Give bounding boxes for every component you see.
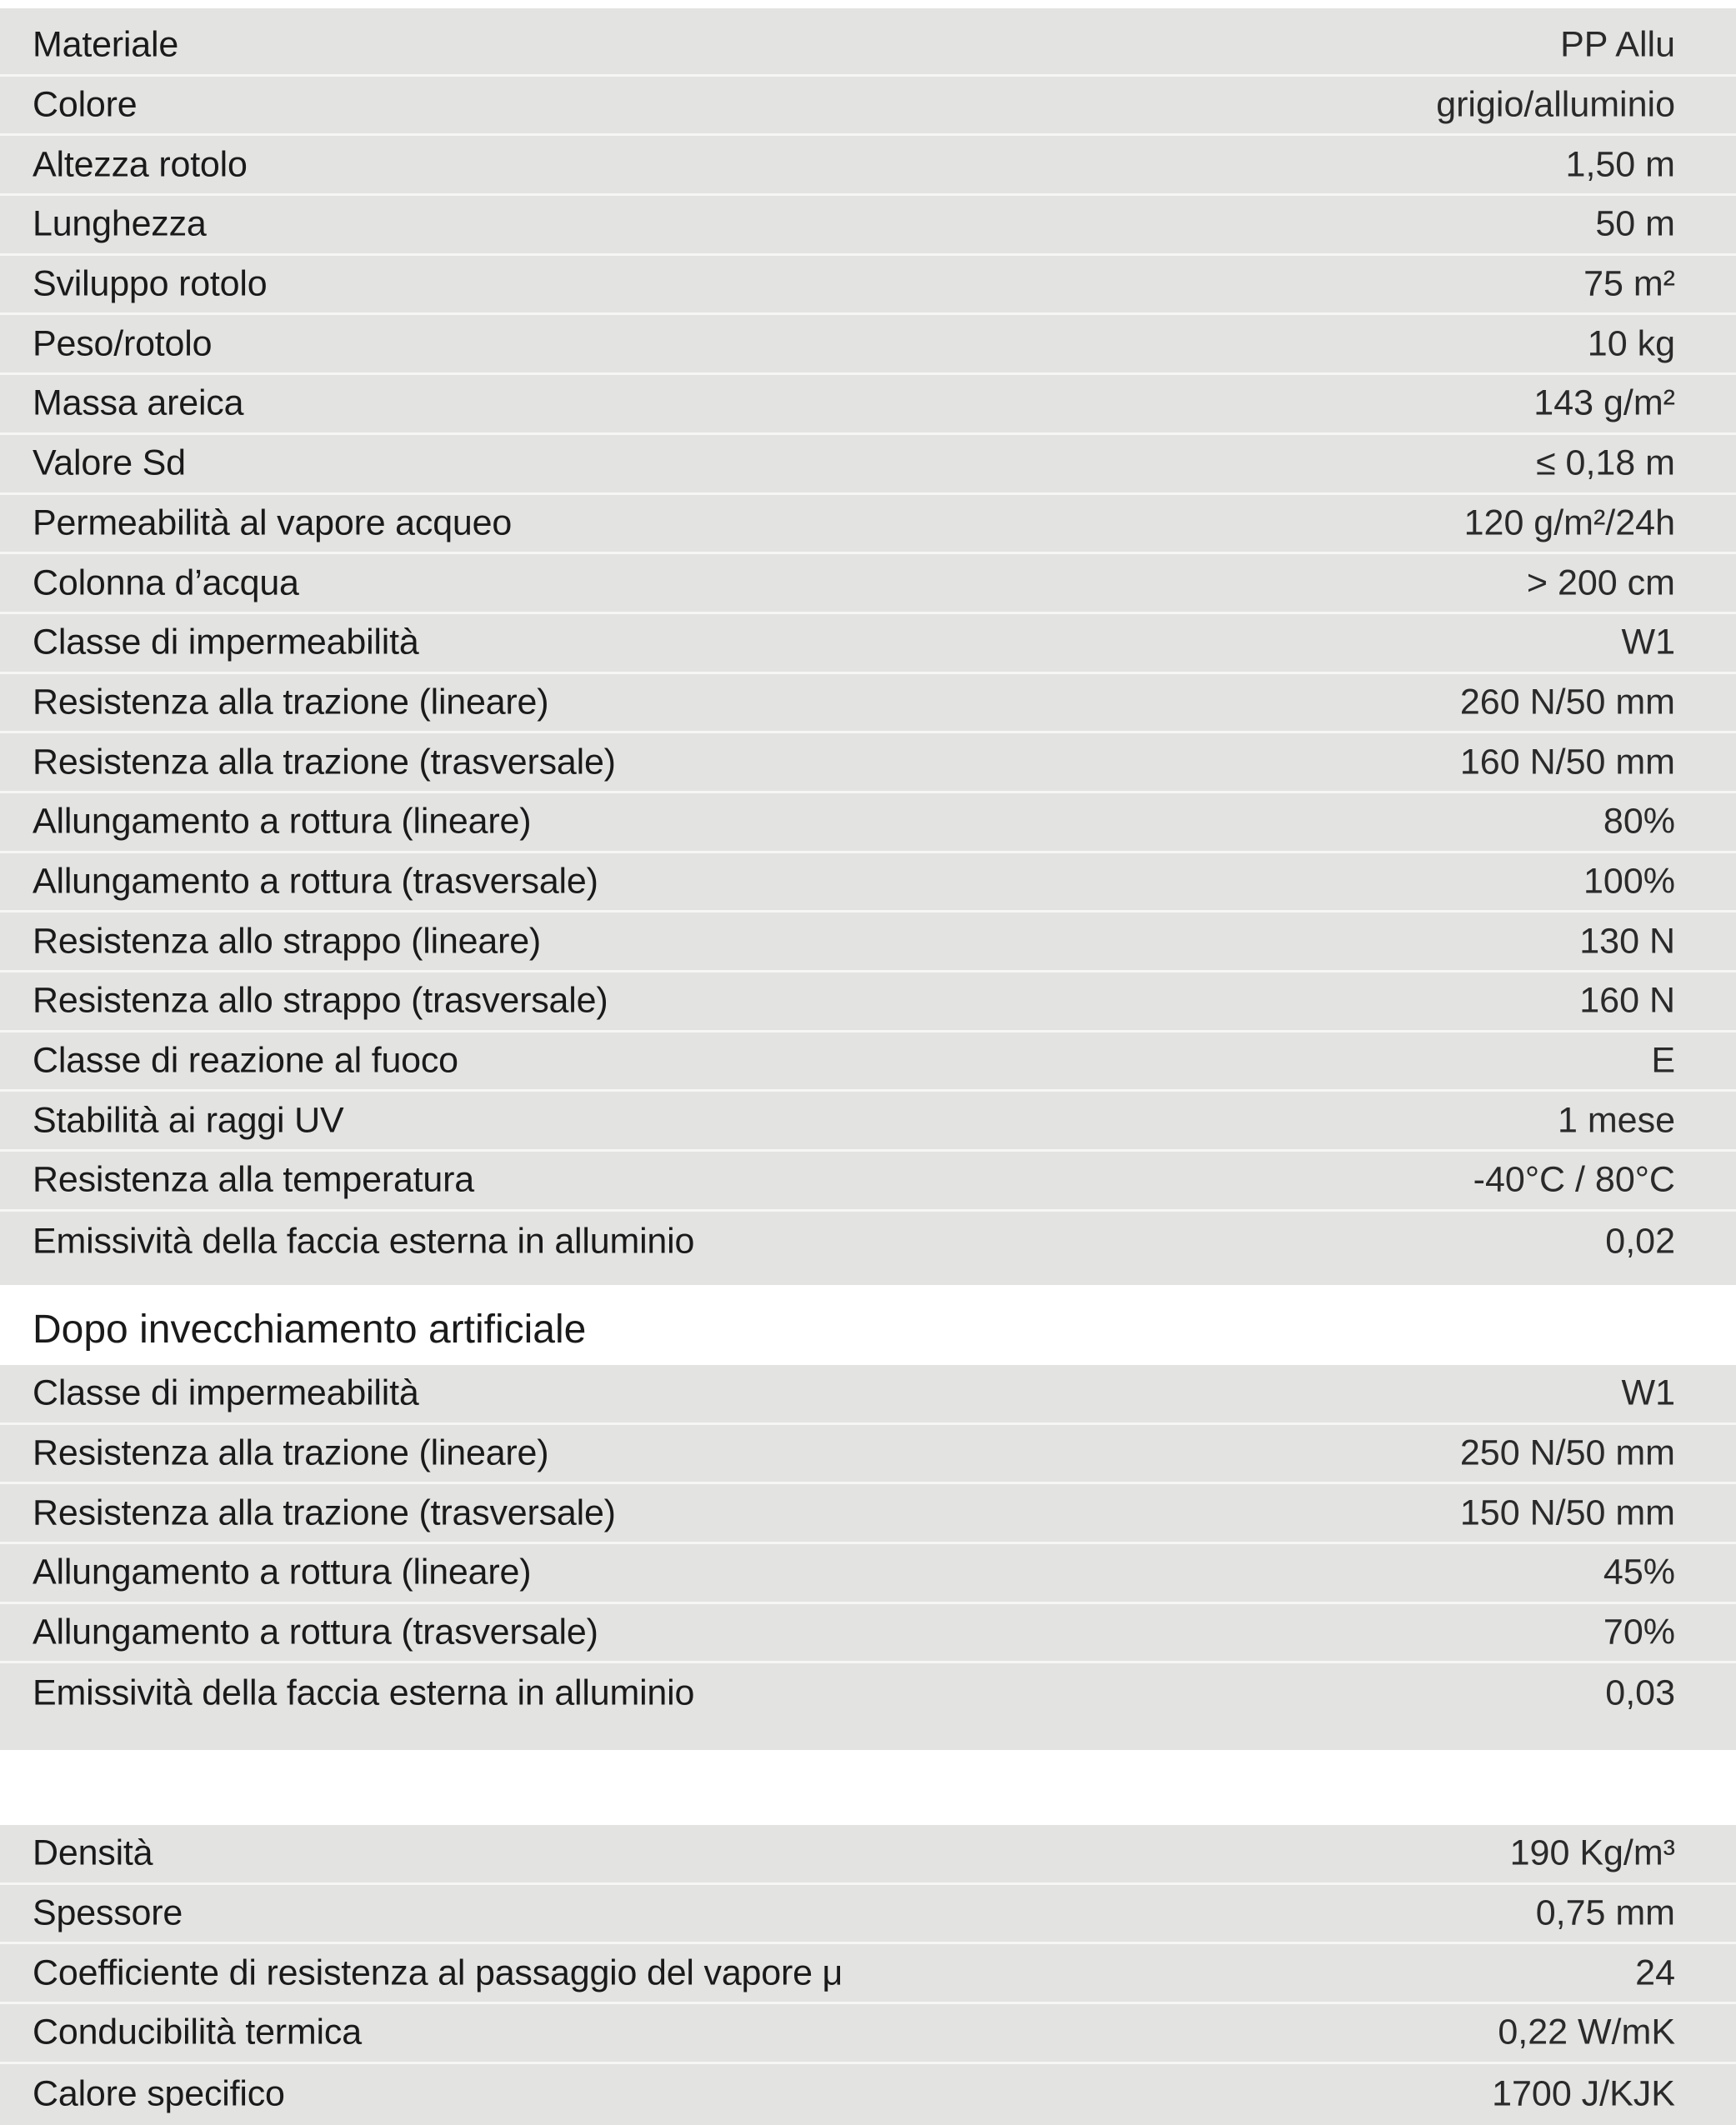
row-label: Allungamento a rottura (trasversale) (33, 861, 598, 902)
row-label: Colore (33, 84, 138, 125)
row-label: Allungamento a rottura (lineare) (33, 1552, 532, 1592)
row-value: E (1651, 1040, 1675, 1081)
table-row (0, 1092, 1736, 1152)
row-label: Classe di impermeabilità (33, 1372, 419, 1413)
row-label: Resistenza alla temperatura (33, 1159, 474, 1200)
table-row (0, 1885, 1736, 1945)
technical-specs-rows (0, 17, 1736, 1271)
row-label: Calore specifico (33, 2073, 285, 2114)
table-row (0, 375, 1736, 435)
row-label: Peso/rotolo (33, 323, 213, 364)
row-label: Colonna d’acqua (33, 562, 299, 603)
row-value: 1 mese (1557, 1100, 1675, 1141)
row-value: 190 Kg/m³ (1509, 1832, 1675, 1873)
row-value: ≤ 0,18 m (1535, 442, 1675, 483)
row-label: Materiale (33, 24, 179, 65)
row-label: Resistenza alla trazione (trasversale) (33, 1492, 616, 1533)
row-label: Resistenza allo strappo (lineare) (33, 921, 542, 962)
row-value: 50 m (1595, 203, 1675, 244)
row-value: 100% (1583, 861, 1675, 902)
row-label: Altezza rotolo (33, 144, 248, 185)
row-label: Densità (33, 1832, 153, 1873)
row-value: 250 N/50 mm (1459, 1432, 1675, 1473)
row-label: Resistenza allo strappo (trasversale) (33, 980, 608, 1021)
row-label: Emissività della faccia esterna in alluminio (33, 1221, 695, 1262)
table-row (0, 1365, 1736, 1425)
row-value: 10 kg (1587, 323, 1675, 364)
table-row (0, 1604, 1736, 1664)
row-value: 150 N/50 mm (1459, 1492, 1675, 1533)
table-row (0, 733, 1736, 793)
aged-section-heading: Dopo invecchiamento artificiale (33, 1308, 587, 1352)
table-row (0, 1484, 1736, 1544)
row-label: Valore Sd (33, 442, 186, 483)
row-value: > 200 cm (1526, 562, 1675, 603)
table-row (0, 912, 1736, 972)
table-row (0, 2004, 1736, 2064)
table-row (0, 1212, 1736, 1272)
row-value: W1 (1621, 622, 1675, 662)
table-row (0, 793, 1736, 853)
row-value: 120 g/m²/24h (1463, 502, 1675, 543)
row-value: 45% (1603, 1552, 1675, 1592)
row-label: Allungamento a rottura (trasversale) (33, 1612, 598, 1652)
row-value: grigio/alluminio (1436, 84, 1675, 125)
table-row (0, 256, 1736, 316)
row-value: 130 N (1579, 921, 1675, 962)
table-row (0, 1152, 1736, 1212)
table-row (0, 674, 1736, 734)
table-row (0, 1032, 1736, 1092)
row-value: 80% (1603, 801, 1675, 842)
table-row (0, 853, 1736, 913)
physical-properties-rows (0, 1825, 1736, 2123)
row-value: 143 g/m² (1533, 382, 1675, 423)
aged-specs-table (0, 1365, 1736, 1750)
table-row (0, 614, 1736, 674)
table-row (0, 315, 1736, 375)
aged-specs-rows (0, 1365, 1736, 1723)
table-row (0, 554, 1736, 614)
table-row (0, 77, 1736, 137)
table-row (0, 1544, 1736, 1604)
row-label: Lunghezza (33, 203, 207, 244)
table-row (0, 2064, 1736, 2124)
row-value: 75 m² (1583, 263, 1675, 304)
row-label: Sviluppo rotolo (33, 263, 268, 304)
row-value: PP Allu (1560, 24, 1675, 65)
row-label: Massa areica (33, 382, 244, 423)
row-value: -40°C / 80°C (1473, 1159, 1675, 1200)
table-row (0, 17, 1736, 77)
row-value: 0,02 (1605, 1221, 1675, 1262)
row-label: Conducibilità termica (33, 2012, 362, 2052)
table-row (0, 495, 1736, 555)
table-row (0, 1663, 1736, 1723)
table-row (0, 1944, 1736, 2004)
table-row (0, 1825, 1736, 1885)
row-value: 160 N (1579, 980, 1675, 1021)
row-label: Classe di reazione al fuoco (33, 1040, 458, 1081)
table-row (0, 196, 1736, 256)
row-value: 0,22 W/mK (1498, 2012, 1675, 2052)
row-value: W1 (1621, 1372, 1675, 1413)
table-row (0, 972, 1736, 1032)
table-row (0, 136, 1736, 196)
row-value: 260 N/50 mm (1459, 682, 1675, 722)
row-label: Coefficiente di resistenza al passaggio del vapore μ (33, 1952, 843, 1993)
technical-specs-table (0, 8, 1736, 1285)
row-label: Permeabilità al vapore acqueo (33, 502, 513, 543)
table-row (0, 435, 1736, 495)
physical-properties-table (0, 1825, 1736, 2125)
table-row (0, 1425, 1736, 1485)
row-label: Spessore (33, 1892, 183, 1933)
row-value: 1,50 m (1565, 144, 1675, 185)
row-value: 0,75 mm (1535, 1892, 1675, 1933)
row-value: 0,03 (1605, 1672, 1675, 1713)
row-label: Resistenza alla trazione (trasversale) (33, 742, 616, 782)
row-label: Stabilità ai raggi UV (33, 1100, 344, 1141)
row-label: Resistenza alla trazione (lineare) (33, 1432, 549, 1473)
row-value: 70% (1603, 1612, 1675, 1652)
row-label: Classe di impermeabilità (33, 622, 419, 662)
row-value: 1700 J/KJK (1492, 2073, 1675, 2114)
row-label: Emissività della faccia esterna in alluminio (33, 1672, 695, 1713)
row-label: Resistenza alla trazione (lineare) (33, 682, 549, 722)
row-value: 160 N/50 mm (1459, 742, 1675, 782)
row-label: Allungamento a rottura (lineare) (33, 801, 532, 842)
row-value: 24 (1635, 1952, 1675, 1993)
